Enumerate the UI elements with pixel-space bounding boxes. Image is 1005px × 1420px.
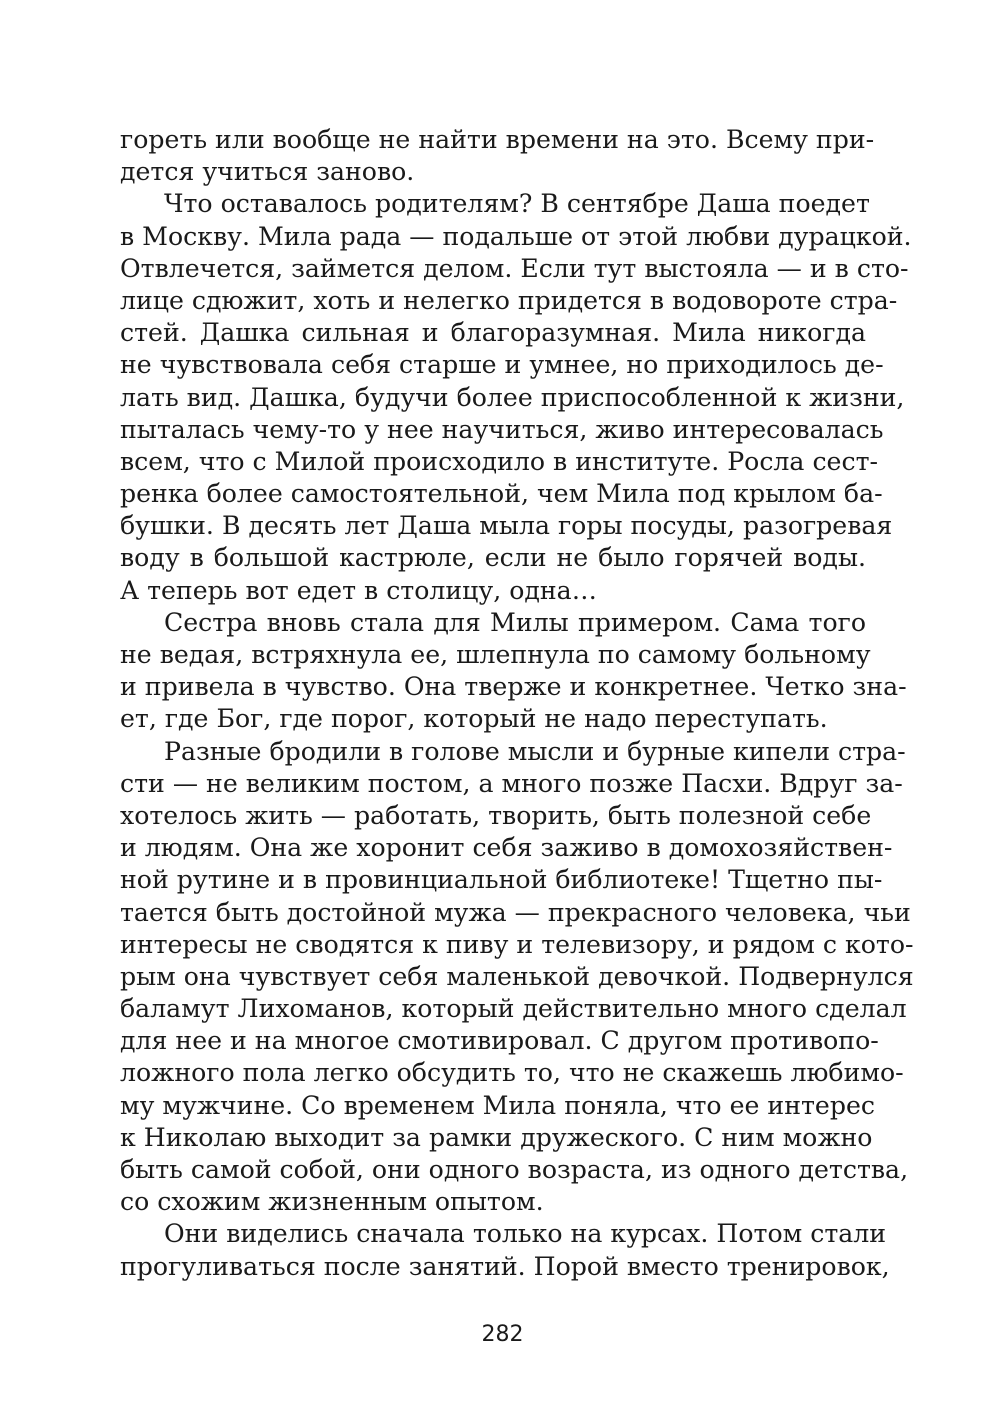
text-line: ет, где Бог, где порог, который не надо переступать.: [120, 704, 828, 734]
text-line: лать вид. Дашка, будучи более приспособленной к жизни,: [120, 382, 905, 412]
text-line: Сестра вновь стала для Милы примером. Сама того: [164, 607, 866, 637]
text-line: ренка более самостоятельной, чем Мила под крылом ба-: [120, 479, 883, 509]
text-line: и людям. Она же хоронит себя заживо в домохозяйствен-: [120, 833, 893, 863]
text-line: Отвлечется, займется делом. Если тут выстояла — и в сто-: [120, 253, 909, 283]
paragraph: [120, 607, 907, 736]
text-line: со схожим жизненным опытом.: [120, 1187, 544, 1217]
text-line: Разные бродили в голове мысли и бурные кипели стра-: [164, 736, 906, 766]
text-line: рым она чувствует себя маленькой девочкой. Подвернулся: [120, 961, 914, 991]
text-line: бушки. В десять лет Даша мыла горы посуды, разогревая: [120, 511, 893, 541]
body-text: [120, 124, 914, 1283]
paragraph: [120, 736, 914, 1219]
text-line: ной рутине и в провинциальной библиотеке! Тщетно пы-: [120, 865, 883, 895]
text-line: А теперь вот едет в столицу, одна…: [120, 575, 597, 605]
text-line: в Москву. Мила рада — подальше от этой любви дурацкой.: [120, 221, 912, 251]
text-line: всем, что с Милой происходило в институте. Росла сест-: [120, 446, 879, 476]
text-line: и привела в чувство. Она тверже и конкретнее. Четко зна-: [120, 672, 907, 702]
paragraph: [120, 1218, 890, 1282]
text-line: быть самой собой, они одного возраста, из одного детства,: [120, 1155, 909, 1184]
text-line: дется учиться заново.: [120, 157, 415, 187]
text-line: баламут Лихоманов, который действительно много сделал: [120, 994, 907, 1024]
text-line: прогуливаться после занятий. Порой вместо тренировок,: [120, 1251, 890, 1281]
paragraph: [120, 124, 875, 188]
text-line: пыталась чему-то у нее научиться, живо интересовалась: [120, 414, 884, 444]
text-line: гореть или вообще не найти времени на это. Всему при-: [120, 125, 875, 154]
text-line: интересы не сводятся к пиву и телевизору, и рядом с кото-: [120, 929, 914, 959]
text-line: Что оставалось родителям? В сентябре Даша поедет: [164, 189, 870, 219]
text-line: му мужчине. Со временем Мила поняла, что ее интерес: [120, 1090, 875, 1120]
text-line: тается быть достойной мужа — прекрасного человека, чьи: [120, 897, 911, 927]
text-line: не чувствовала себя старше и умнее, но приходилось де-: [120, 350, 884, 380]
text-line: ложного пола легко обсудить то, что не скажешь любимо-: [120, 1058, 904, 1088]
text-line: стей. Дашка сильная и благоразумная. Мила никогда: [120, 318, 866, 348]
text-line: Они виделись сначала только на курсах. Потом стали: [164, 1219, 887, 1249]
text-line: к Николаю выходит за рамки дружеского. С ним можно: [120, 1122, 873, 1152]
page-number: 282: [481, 1322, 524, 1347]
text-line: воду в большой кастрюле, если не было горячей воды.: [120, 543, 866, 573]
text-line: не ведая, встряхнула ее, шлепнула по самому больному: [120, 640, 871, 669]
text-line: сти — не великим постом, а много позже Пасхи. Вдруг за-: [120, 768, 903, 798]
paragraph: [120, 188, 912, 606]
text-line: для нее и на многое смотивировал. С другом противопо-: [120, 1026, 879, 1056]
text-line: лице сдюжит, хоть и нелегко придется в водовороте стра-: [120, 285, 898, 315]
text-line: хотелось жить — работать, творить, быть полезной себе: [120, 800, 872, 830]
